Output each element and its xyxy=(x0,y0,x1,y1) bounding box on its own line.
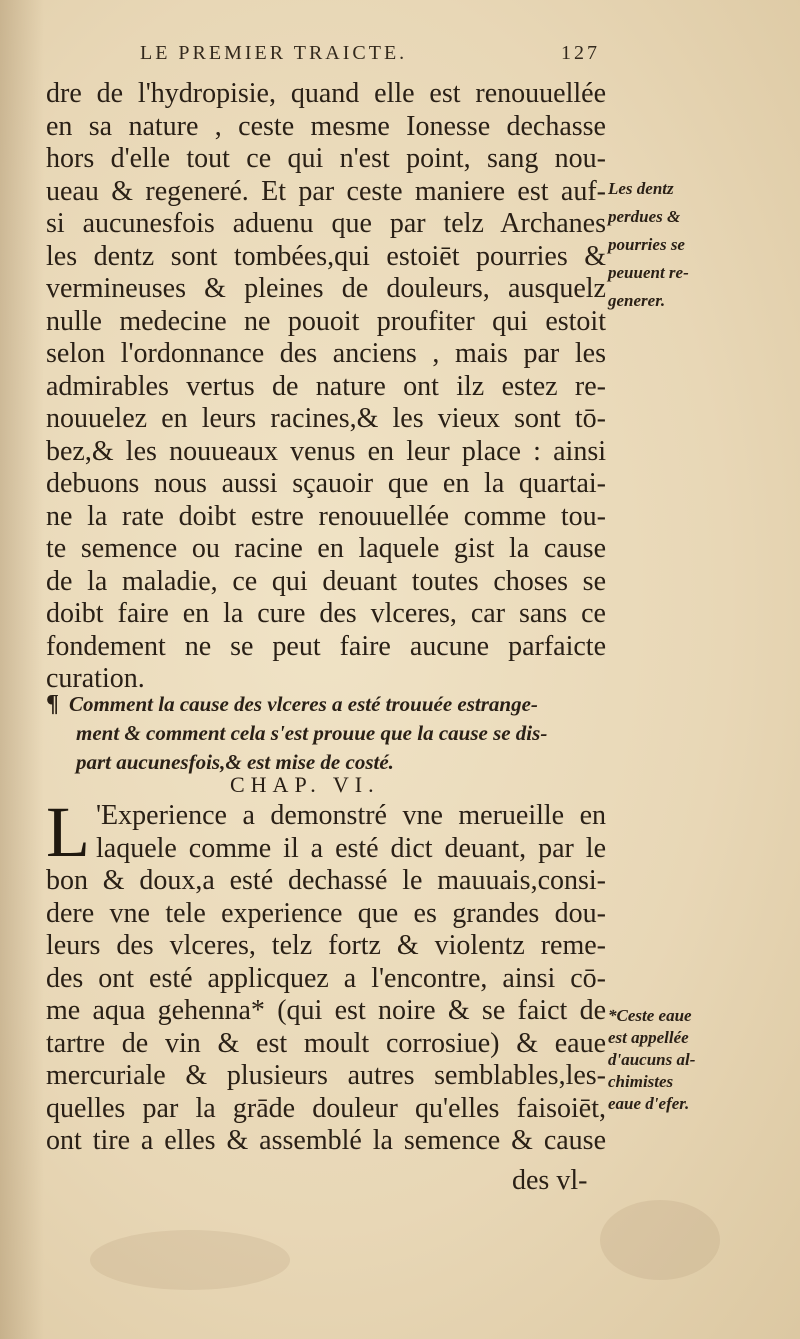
paper-stain xyxy=(90,1230,290,1290)
margin-note-aqua-gehenna xyxy=(608,1005,788,1115)
chapter-heading-text: Comment la cause des vlceres a esté trouuée estrange- xyxy=(68,692,538,716)
chapter-label: CHAP. VI. xyxy=(230,772,380,797)
paper-stain xyxy=(600,1200,720,1280)
margin-note-teeth xyxy=(608,178,788,312)
text-line: mercuriale & plusieurs autres semblables,les- xyxy=(46,1060,606,1091)
text-line: ne la rate doibt estre renouuellée comme tou- xyxy=(46,500,606,532)
text-line: admirables vertus de nature ont ilz estez re- xyxy=(46,370,606,402)
margin-note-line: *Ceste eaue xyxy=(608,1006,692,1025)
chapter-heading-line xyxy=(46,690,606,719)
text-line: debuons nous aussi sçauoir que en la quartai- xyxy=(46,468,606,499)
text-line: quelles par la grāde douleur qu'elles faisoiēt, xyxy=(46,1092,606,1124)
text-line: selon l'ordonnance des anciens , mais par les xyxy=(46,338,606,369)
pilcrow-icon: ¶ xyxy=(46,691,59,717)
chapter-heading-line: part aucunesfois,& est mise de costé. xyxy=(76,750,394,774)
chapter-heading xyxy=(46,690,606,777)
text-line: te semence ou racine en laquele gist la cause xyxy=(46,533,606,564)
running-head-title: LE PREMIER TRAICTE. xyxy=(140,42,408,64)
text-line: des ont esté applicquez a l'encontre, ainsi cō- xyxy=(46,962,606,994)
drop-cap: L xyxy=(46,792,90,872)
text-line: de la maladie, ce qui deuant toutes choses se xyxy=(46,565,606,597)
margin-note-line: chimistes xyxy=(608,1072,674,1091)
text-line: 'Experience a demonstré vne merueille en xyxy=(96,800,606,831)
text-line: leurs des vlceres, telz fortz & violentz reme- xyxy=(46,930,606,961)
margin-note-line: generer. xyxy=(608,291,666,310)
margin-note-line: perdues & xyxy=(608,207,681,226)
text-line: en sa nature , ceste mesme Ionesse dechasse xyxy=(46,110,606,142)
paragraph-1 xyxy=(46,78,606,696)
margin-note-line: eaue d'efer. xyxy=(608,1094,690,1113)
text-line: doibt faire en la cure des vlceres, car sans ce xyxy=(46,598,606,629)
text-line: si aucunesfois aduenu que par telz Archanes xyxy=(46,208,606,239)
text-line: nulle medecine ne pouoit proufiter qui estoit xyxy=(46,305,606,337)
text-line: dre de l'hydropisie, quand elle est renouuellée xyxy=(46,78,606,109)
page-number: 127 xyxy=(561,42,600,64)
margin-note-line: d'aucuns al- xyxy=(608,1050,696,1069)
margin-note-line: pourries se xyxy=(608,235,685,254)
margin-note-line: est appellée xyxy=(608,1028,689,1047)
catchword: des vl- xyxy=(512,1165,588,1196)
text-line: bon & doux,a esté dechassé le mauuais,consi- xyxy=(46,865,606,896)
margin-note-line: Les dentz xyxy=(608,179,674,198)
text-line: dere vne tele experience que es grandes dou- xyxy=(46,897,606,929)
text-line: ueau & regeneré. Et par ceste maniere est auf- xyxy=(46,175,606,207)
text-line: me aqua gehenna* (qui est noire & se faict de xyxy=(46,995,606,1026)
text-line: tartre de vin & est moult corrosiue) & eaue xyxy=(46,1027,606,1059)
text-line: nouuelez en leurs racines,& les vieux sont tō- xyxy=(46,403,606,434)
text-line: laquele comme il a esté dict deuant, par le xyxy=(96,832,606,864)
text-line: ont tire a elles & assemblé la semence & cause xyxy=(46,1125,606,1156)
chapter-heading-line: ment & comment cela s'est prouue que la cause se dis- xyxy=(76,721,548,745)
text-line: vermineuses & pleines de douleurs, ausquelz xyxy=(46,273,606,304)
paragraph-2 xyxy=(46,792,606,1158)
text-line: bez,& les nouueaux venus en leur place : ainsi xyxy=(46,435,606,467)
page-gutter-shadow xyxy=(0,0,44,1339)
text-line: les dentz sont tombées,qui estoiēt pourries & xyxy=(46,240,606,272)
running-head xyxy=(140,42,600,65)
text-line: curation. xyxy=(46,663,145,694)
text-line: fondement ne se peut faire aucune parfaicte xyxy=(46,630,606,662)
margin-note-line: peuuent re- xyxy=(608,263,689,282)
text-line: hors d'elle tout ce qui n'est point, sang nou- xyxy=(46,143,606,174)
